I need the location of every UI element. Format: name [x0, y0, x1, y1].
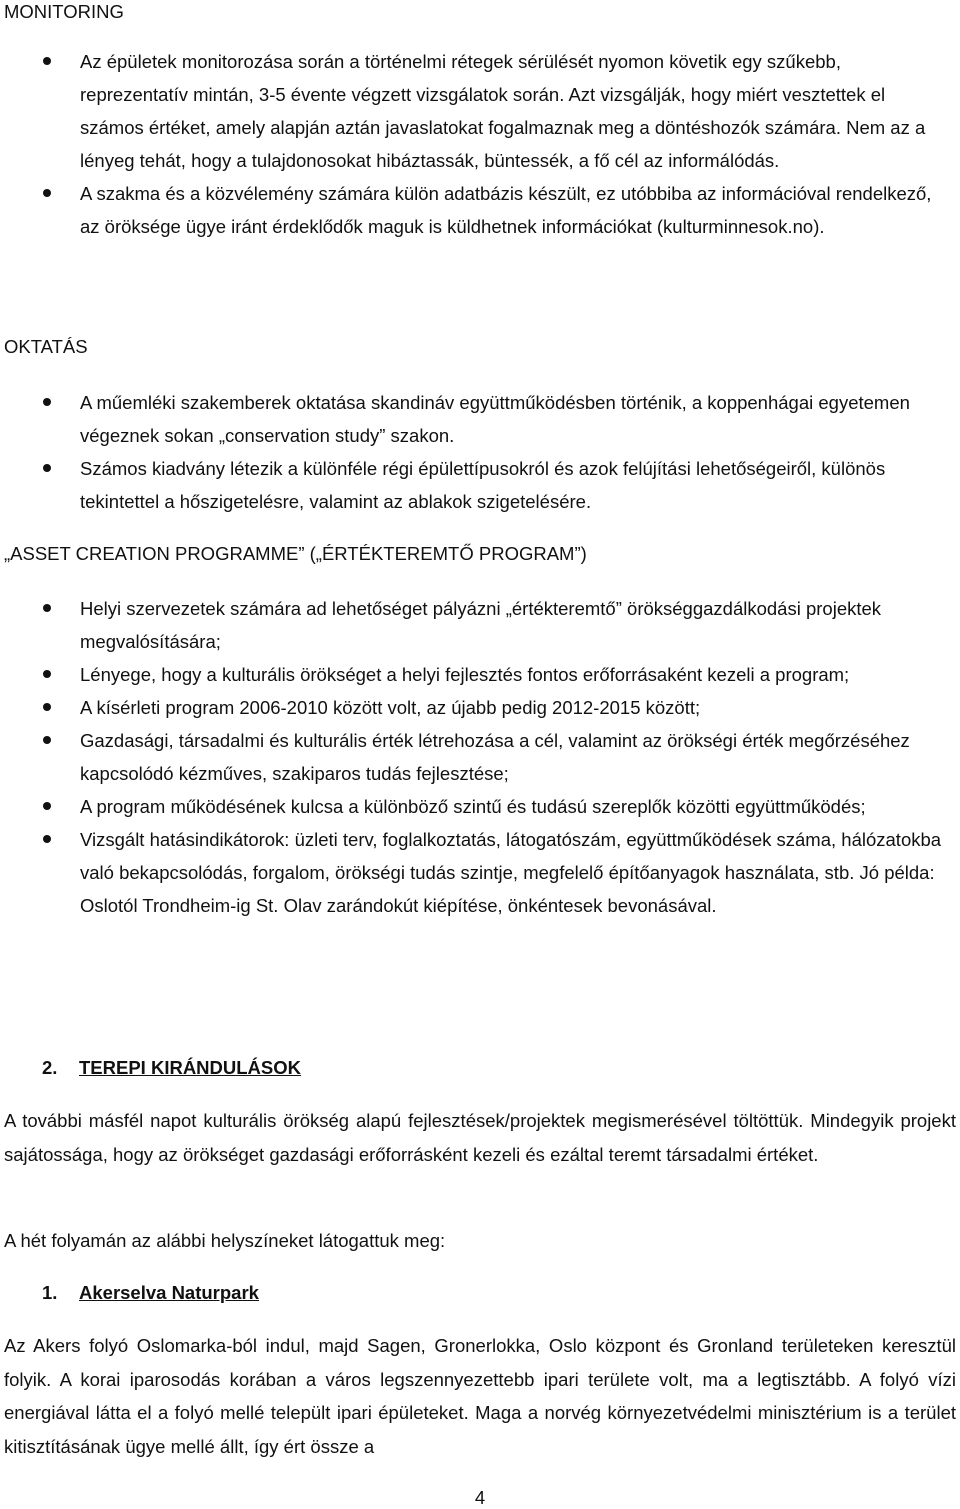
terepi-paragraph: A további másfél napot kulturális örökség alapú fejlesztések/projektek megismerésével töltöttük. Mindegyik projekt sajátossága, hogy az örökséget gazdasági erőforrásként kezeli és ezáltal teremt társadalmi értéket.: [4, 1110, 956, 1165]
asset-item: Lényege, hogy a kulturális örökséget a helyi fejlesztés fontos erőforrásaként kezeli a program;: [0, 658, 960, 691]
visited-sites-intro: A hét folyamán az alábbi helyszíneket látogattuk meg:: [4, 1230, 446, 1251]
akerselva-heading: [42, 1281, 259, 1305]
asset-item: Helyi szervezetek számára ad lehetőséget pályázni „értékteremtő” örökséggazdálkodási projektek megvalósítására;: [0, 592, 960, 658]
asset-item: Vizsgált hatásindikátorok: üzleti terv, foglalkoztatás, látogatószám, együttműködések száma, hálózatokba való bekapcsolódás, forgalom, örökségi tudás szintje, megfelelő építőanyagok használata, stb. Jó példa: Oslotól Trondheim-ig St. Olav zarándokút kiépítése, önkéntesek bevonásával.: [0, 823, 960, 922]
monitoring-list: [0, 45, 960, 243]
oktatas-list: [0, 386, 960, 518]
page-number: 4: [474, 1487, 486, 1508]
terepi-heading: [42, 1056, 301, 1080]
oktatas-item: A műemléki szakemberek oktatása skandináv együttműködésben történik, a koppenhágai egyetemen végeznek sokan „conservation study” szakon.: [0, 386, 960, 452]
monitoring-item: Az épületek monitorozása során a történelmi rétegek sérülését nyomon követik egy szűkebb, reprezentatív mintán, 3-5 évente végzett vizsgálatok során. Azt vizsgálják, hogy miért vesztettek el számos értéket, amely alapján aztán javaslatokat fogalmaznak meg a döntéshozók számára. Nem az a lényeg tehát, hogy a tulajdonosokat hibáztassák, büntessék, a fő cél az informálódás.: [0, 45, 960, 177]
oktatas-heading: OKTATÁS: [4, 336, 88, 357]
monitoring-item: A szakma és a közvélemény számára külön adatbázis készült, ez utóbbiba az információval rendelkező, az öröksége ügye iránt érdeklődők maguk is küldhetnek információkat (kulturminnesok.no).: [0, 177, 960, 243]
asset-item: A kísérleti program 2006-2010 között volt, az újabb pedig 2012-2015 között;: [0, 691, 960, 724]
asset-item: A program működésének kulcsa a különböző szintű és tudású szereplők közötti együttműködés;: [0, 790, 960, 823]
asset-creation-heading: „ASSET CREATION PROGRAMME” („ÉRTÉKTEREMTŐ PROGRAM”): [4, 543, 587, 564]
asset-item: Gazdasági, társadalmi és kulturális érték létrehozása a cél, valamint az örökségi érték megőrzéséhez kapcsolódó kézműves, szakiparos tudás fejlesztése;: [0, 724, 960, 790]
asset-creation-list: [0, 592, 960, 922]
section-number: 1.: [42, 1282, 58, 1303]
monitoring-heading: MONITORING: [4, 1, 124, 22]
section-title: Akerselva Naturpark: [79, 1282, 259, 1303]
section-number: 2.: [42, 1057, 58, 1078]
section-title: TEREPI KIRÁNDULÁSOK: [79, 1057, 302, 1078]
oktatas-item: Számos kiadvány létezik a különféle régi épülettípusokról és azok felújítási lehetőségeiről, különös tekintettel a hőszigetelésre, valamint az ablakok szigetelésére.: [0, 452, 960, 518]
akerselva-paragraph: Az Akers folyó Oslomarka-ból indul, majd Sagen, Gronerlokka, Oslo központ és Gronland területeken keresztül folyik. A korai iparosodás korában a város legszennyezettebb ipari területe volt, ma a legtisztább. A folyó vízi energiával látta el a folyó mellé települt ipari épületeket. Maga a norvég környezetvédelmi minisztérium is a terület kitisztításának ügye mellé állt, így ért össze a: [4, 1335, 956, 1457]
